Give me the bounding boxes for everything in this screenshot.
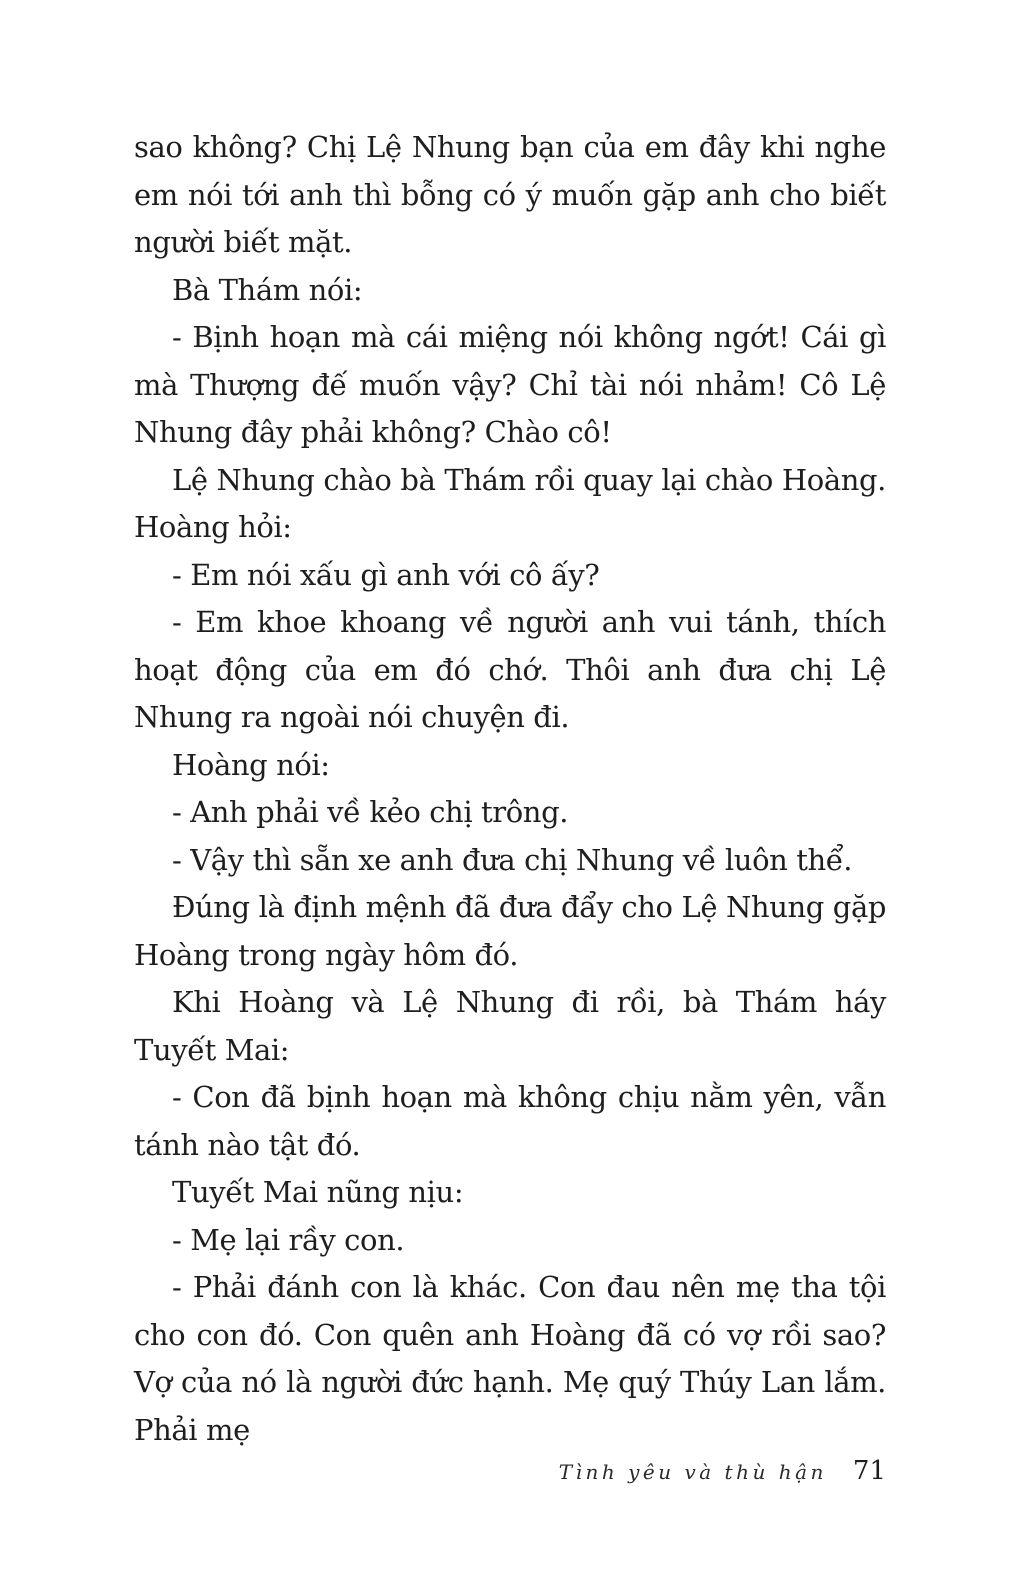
paragraph: - Em nói xấu gì anh với cô ấy? [172,557,600,592]
paragraph: Lệ Nhung chào bà Thám rồi quay lại chào Hoàng. Hoàng hỏi: [134,462,886,544]
paragraph: - Bịnh hoạn mà cái miệng nói không ngớt! Cái gì mà Thượng đế muốn vậy? Chỉ tài nói nhảm! Cô Lệ Nhung đây phải không? Chào cô! [134,320,886,449]
paragraph: - Con đã bịnh hoạn mà không chịu nằm yên, vẫn tánh nào tật đó. [134,1080,886,1162]
paragraph: - Anh phải về kẻo chị trông. [172,795,569,829]
paragraph: Hoàng nói: [172,747,330,782]
paragraph: - Vậy thì sẵn xe anh đưa chị Nhung về luôn thể. [172,842,853,877]
running-title: Tình yêu và thù hận [558,1460,827,1484]
paragraph: Tuyết Mai nũng nịu: [172,1175,464,1209]
page-number: 71 [852,1456,886,1486]
paragraph: - Phải đánh con là khác. Con đau nên mẹ tha tội cho con đó. Con quên anh Hoàng đã có vợ rồi sao? Vợ của nó là người đức hạnh. Mẹ quý Thúy Lan lắm. Phải mẹ [134,1270,886,1447]
paragraph: Bà Thám nói: [172,272,363,307]
paragraph: - Mẹ lại rầy con. [172,1222,405,1257]
page-body [134,124,886,1454]
paragraph: Đúng là định mệnh đã đưa đẩy cho Lệ Nhung gặp Hoàng trong ngày hôm đó. [134,890,886,972]
page-footer [559,1456,886,1486]
paragraph: Khi Hoàng và Lệ Nhung đi rồi, bà Thám háy Tuyết Mai: [134,985,886,1067]
paragraph-continued: sao không? Chị Lệ Nhung bạn của em đây khi nghe em nói tới anh thì bỗng có ý muốn gặp anh cho biết người biết mặt. [134,130,886,259]
paragraph: - Em khoe khoang về người anh vui tánh, thích hoạt động của em đó chớ. Thôi anh đưa chị Lệ Nhung ra ngoài nói chuyện đi. [134,605,886,734]
